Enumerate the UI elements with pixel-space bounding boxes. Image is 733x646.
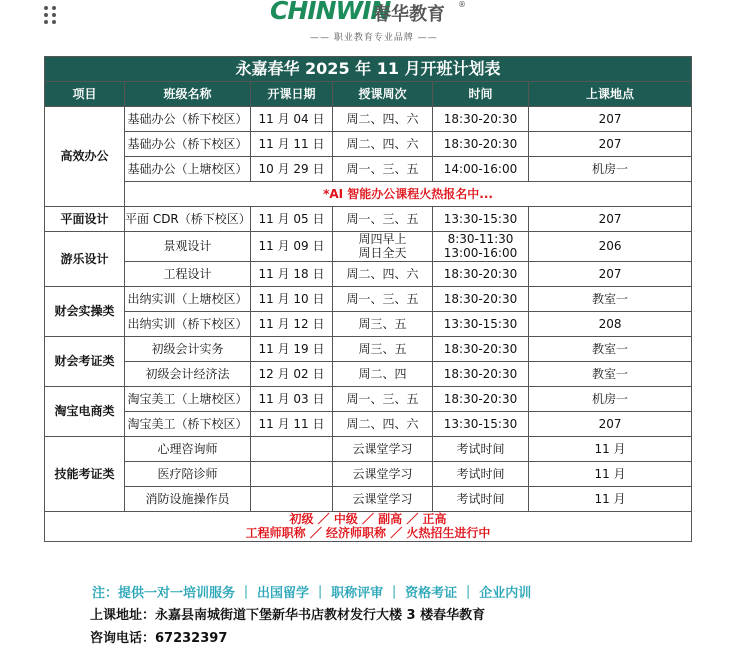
weekday-line: 周日全天 [358, 246, 407, 261]
location-cell: 207 [529, 132, 692, 157]
class-name-cell: 医疗陪诊师 [125, 461, 251, 486]
weekday-cell: 周二、四、六 [333, 261, 433, 286]
drag-handle-icon[interactable] [44, 6, 58, 26]
class-name-cell: 淘宝美工（桥下校区） [125, 411, 251, 436]
class-name-cell: 基础办公（桥下校区） [125, 107, 251, 132]
weekday-cell: 周三、五 [333, 311, 433, 336]
time-line: 8:30-11:30 [447, 232, 514, 246]
table-row [45, 207, 692, 232]
table-row [45, 261, 692, 286]
time-cell [433, 232, 529, 262]
table-row [45, 182, 692, 207]
start-date-cell: 11 月 04 日 [251, 107, 333, 132]
weekday-cell: 云课堂学习 [333, 436, 433, 461]
header-cell: 时间 [433, 82, 529, 107]
category-cell: 财会实操类 [45, 286, 125, 336]
location-cell: 208 [529, 311, 692, 336]
ai-promo-text: *AI 智能办公课程火热报名中... [125, 182, 692, 207]
category-cell: 高效办公 [45, 107, 125, 207]
category-cell: 游乐设计 [45, 232, 125, 287]
start-date-cell: 11 月 12 日 [251, 311, 333, 336]
location-cell: 机房一 [529, 157, 692, 182]
weekday-cell: 周一、三、五 [333, 157, 433, 182]
start-date-cell: 10 月 29 日 [251, 157, 333, 182]
weekday-cell: 周二、四、六 [333, 411, 433, 436]
header-cell: 上课地点 [529, 82, 692, 107]
class-name-cell: 基础办公（上塘校区） [125, 157, 251, 182]
weekday-cell: 云课堂学习 [333, 461, 433, 486]
location-cell: 11 月 [529, 461, 692, 486]
table-row [45, 336, 692, 361]
category-cell: 淘宝电商类 [45, 386, 125, 436]
schedule-table [44, 56, 692, 542]
location-cell: 207 [529, 261, 692, 286]
start-date-cell: 11 月 11 日 [251, 132, 333, 157]
phone-text: 咨询电话：67232397 [90, 631, 228, 646]
weekday-cell: 周一、三、五 [333, 286, 433, 311]
logo-english: CHINWIN [270, 0, 391, 25]
start-date-cell: 12 月 02 日 [251, 361, 333, 386]
table-title: 永嘉春华 2025 年 11 月开班计划表 [45, 57, 692, 82]
start-date-cell: 11 月 10 日 [251, 286, 333, 311]
table-row [45, 486, 692, 511]
table-row [45, 157, 692, 182]
header-cell: 项目 [45, 82, 125, 107]
class-name-cell: 工程设计 [125, 261, 251, 286]
weekday-line: 周四早上 [358, 232, 407, 246]
table-row [45, 411, 692, 436]
time-cell: 18:30-20:30 [433, 132, 529, 157]
weekday-cell: 周一、三、五 [333, 386, 433, 411]
logo-registered-mark: ® [458, 0, 466, 9]
time-cell: 考试时间 [433, 486, 529, 511]
location-cell: 11 月 [529, 486, 692, 511]
weekday-cell: 周三、五 [333, 336, 433, 361]
time-line: 13:00-16:00 [443, 246, 518, 261]
table-row [45, 461, 692, 486]
time-cell: 14:00-16:00 [433, 157, 529, 182]
time-cell: 13:30-15:30 [433, 207, 529, 232]
class-name-cell: 出纳实训（上塘校区） [125, 286, 251, 311]
category-cell: 技能考证类 [45, 436, 125, 511]
start-date-cell: 11 月 19 日 [251, 336, 333, 361]
time-cell: 考试时间 [433, 436, 529, 461]
table-row [45, 361, 692, 386]
brand-logo [268, 0, 468, 44]
weekday-cell: 周一、三、五 [333, 207, 433, 232]
location-cell: 206 [529, 232, 692, 262]
class-name-cell: 景观设计 [125, 232, 251, 262]
weekday-cell: 周二、四 [333, 361, 433, 386]
header-cell: 开课日期 [251, 82, 333, 107]
header-row [45, 82, 692, 107]
table-row [45, 386, 692, 411]
weekday-cell: 周二、四、六 [333, 107, 433, 132]
start-date-cell: 11 月 11 日 [251, 411, 333, 436]
title-recruit-text: 工程师职称 ／ 经济师职称 ／ 火热招生进行中 [245, 526, 491, 541]
location-cell: 207 [529, 411, 692, 436]
logo-tagline: —— 职业教育专业品牌 —— [310, 33, 438, 43]
location-cell: 11 月 [529, 436, 692, 461]
table-row [45, 436, 692, 461]
start-date-cell: 11 月 18 日 [251, 261, 333, 286]
class-name-cell: 基础办公（桥下校区） [125, 132, 251, 157]
start-date-cell [251, 436, 333, 461]
logo-chinese: 春华教育 [373, 4, 445, 25]
time-cell: 18:30-20:30 [433, 386, 529, 411]
title-promo-cell [45, 511, 692, 541]
start-date-cell [251, 461, 333, 486]
header-cell: 班级名称 [125, 82, 251, 107]
start-date-cell: 11 月 03 日 [251, 386, 333, 411]
title-levels-text: 初级 ／ 中级 ／ 副高 ／ 正高 [289, 511, 447, 526]
location-cell: 教室一 [529, 286, 692, 311]
time-cell: 13:30-15:30 [433, 311, 529, 336]
class-name-cell: 平面 CDR（桥下校区） [125, 207, 251, 232]
class-name-cell: 消防设施操作员 [125, 486, 251, 511]
start-date-cell [251, 486, 333, 511]
table-row [45, 232, 692, 262]
header-cell: 授课周次 [333, 82, 433, 107]
class-name-cell: 淘宝美工（上塘校区） [125, 386, 251, 411]
start-date-cell: 11 月 05 日 [251, 207, 333, 232]
class-name-cell: 初级会计经济法 [125, 361, 251, 386]
services-note: 注：提供一对一培训服务 ｜ 出国留学 ｜ 职称评审 ｜ 资格考证 ｜ 企业内训 [92, 586, 532, 601]
start-date-cell: 11 月 09 日 [251, 232, 333, 262]
table-row [45, 107, 692, 132]
time-cell: 18:30-20:30 [433, 286, 529, 311]
category-cell: 平面设计 [45, 207, 125, 232]
time-cell: 18:30-20:30 [433, 261, 529, 286]
location-cell: 教室一 [529, 336, 692, 361]
weekday-cell [333, 232, 433, 262]
time-cell: 18:30-20:30 [433, 107, 529, 132]
location-cell: 207 [529, 207, 692, 232]
class-name-cell: 初级会计实务 [125, 336, 251, 361]
weekday-cell: 云课堂学习 [333, 486, 433, 511]
table-row [45, 132, 692, 157]
table-row [45, 286, 692, 311]
location-cell: 机房一 [529, 386, 692, 411]
time-cell: 18:30-20:30 [433, 361, 529, 386]
category-cell: 财会考证类 [45, 336, 125, 386]
time-cell: 18:30-20:30 [433, 336, 529, 361]
location-cell: 207 [529, 107, 692, 132]
class-name-cell: 出纳实训（桥下校区） [125, 311, 251, 336]
address-text: 上课地址：永嘉县南城街道下堡新华书店教材发行大楼 3 楼春华教育 [90, 608, 486, 623]
time-cell: 13:30-15:30 [433, 411, 529, 436]
table-row [45, 511, 692, 541]
location-cell: 教室一 [529, 361, 692, 386]
weekday-cell: 周二、四、六 [333, 132, 433, 157]
time-cell: 考试时间 [433, 461, 529, 486]
class-name-cell: 心理咨询师 [125, 436, 251, 461]
table-row [45, 311, 692, 336]
